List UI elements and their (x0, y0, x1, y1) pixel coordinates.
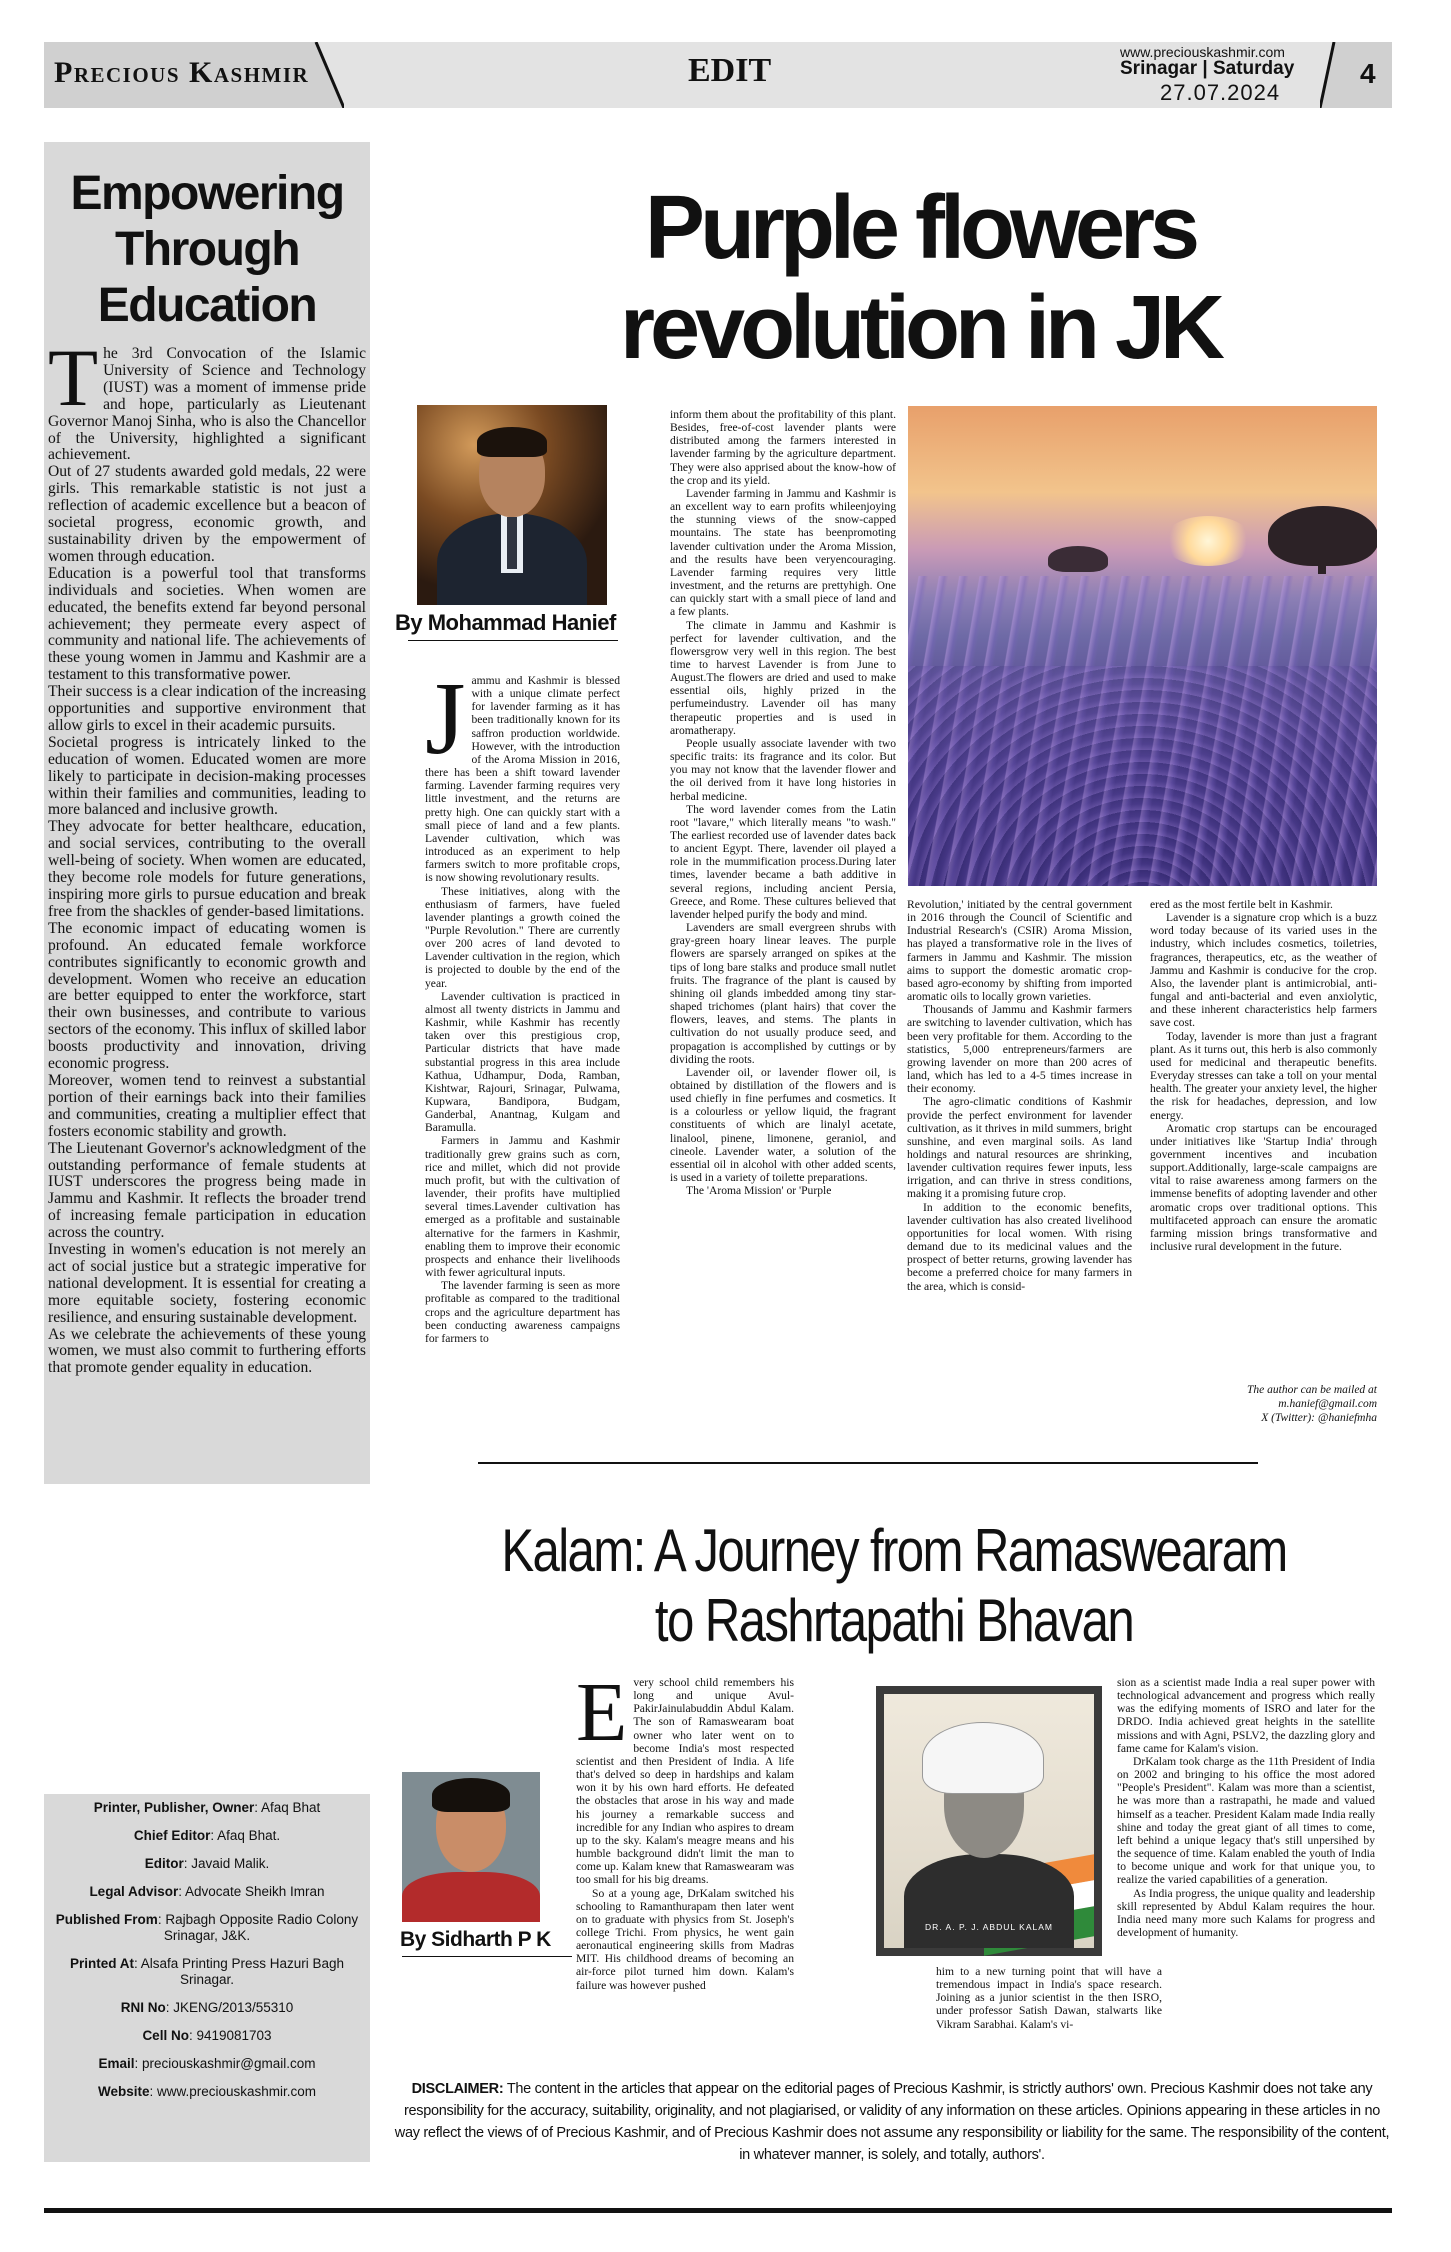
paragraph: Lavender farming in Jammu and Kashmir is an excellent way to earn profits whileenjoying the stunning views of the snow-capped mountains. The state has beenpromoting lavender cultivation under the Aroma Mission, and the results have been veryencouraging. Lavender farming requires very little investment, and the returns are prettyhigh. One can quickly start with a small piece of land and a few plants. (670, 486, 896, 619)
paragraph: Their success is a clear indication of the increasing opportunities and supportive environment that allow girls to excel in their academic pursuits. (48, 683, 366, 734)
section-divider (478, 1462, 1258, 1464)
masthead-date: 27.07.2024 (1160, 80, 1281, 105)
paragraph: Lavender is a signature crop which is a buzz word today because of its varied uses in the industry, which includes cosmetics, toiletries, fragrances, therapeutics, etc, as the weather of Jammu and Kashmir is conducive for the crop. Also, the lavender plant is antimicrobial, anti-fungal and anti-bacterial and even anxiolytic, and these inherent characteristics help farmers save cost. (1150, 911, 1377, 1030)
imprint-row: RNI No: JKENG/2013/55310 (120, 2000, 294, 2015)
author-twitter: X (Twitter): @haniefmha (1261, 1412, 1377, 1424)
paragraph: ammu and Kashmir is blessed with a unique climate perfect for lavender farming as it has been traditionally known for its saffron production worldwide. However, with the introduction of the Aroma Mission in 2016, there has been a shift toward lavender farming. Lavender farming requires very little investment, and the returns are pretty high. One can quickly start with a small piece of land and a few plants. Lavender cultivation, which was introduced as an experiment to help farmers switch to more profitable crops, is now showing revolutionary results. (425, 674, 620, 885)
paragraph: People usually associate lavender with two specific traits: its fragrance and its color. But you may not know that the lavender flower and the oil derived from it have long histories in herbal medicine. (670, 736, 896, 803)
imprint-row: Chief Editor: Afaq Bhat. (133, 1828, 281, 1843)
imprint-row: Printed At: Alsafa Printing Press Hazuri Bagh Srinagar. (69, 1956, 345, 1987)
kalam-dropcap: E (576, 1676, 628, 1759)
kalam-column-3 (1117, 1676, 1375, 2062)
author-contact (1150, 1383, 1377, 1425)
imprint-row: Legal Advisor: Advocate Sheikh Imran (89, 1884, 325, 1899)
paragraph: The Lieutenant Governor's acknowledgment of the outstanding performance of female students at IUST underscores the progress being made in Jammu and Kashmir. It reflects the broader trend of increasing female participation in education across the country. (48, 1139, 366, 1242)
imprint-row: Cell No: 9419081703 (142, 2028, 272, 2043)
page-number-tab (1320, 42, 1392, 108)
author-photo-2 (402, 1772, 540, 1922)
author-photo (417, 405, 607, 605)
section-label: EDIT (688, 52, 772, 89)
paragraph: Lavender cultivation is practiced in almost all twenty districts in Jammu and Kashmir, while Kashmir has recently taken over this prestigious crop, Particular districts that have made substantial progress in this area include Kathua, Udhampur, Doda, Ramban, Kishtwar, Rajouri, Srinagar, Pulwama, Kupwara, Bandipora, Budgam, Ganderbal, Anantnag, Kulgam and Baramulla. (425, 989, 620, 1135)
imprint-row: Printer, Publisher, Owner: Afaq Bhat (93, 1800, 321, 1815)
paragraph: DrKalam took charge as the 11th President of India on 2002 and bringing to his office the most adored "People's President". Kalam was more than a scientist, he was more than a rastrapathi, he made and valued himself as a teacher. President Kalam made India really shine and today the great giant of all times to come, left behind a unique legacy that's still unpersihed by the sequence of time. Kalam enabled the youth of India to become unique and work for that unique you, to realize the varied capabilities of a generation. (1117, 1754, 1375, 1887)
masthead-brand: Precious Kashmir (54, 56, 310, 89)
masthead-website: www.preciouskashmir.com (1120, 44, 1285, 60)
imprint-row: Website: www.preciouskashmir.com (97, 2084, 317, 2099)
paragraph: In addition to the economic benefits, lavender cultivation has also created livelihood opportunities for local women. With rising demand due to its medicinal values and the prospect of better returns, growing lavender has become a preferred choice for many farmers in the area, which is consid- (907, 1200, 1132, 1293)
byline-rule (402, 1956, 572, 1957)
paragraph: very school child remembers his long and unique Avul-PakirJainulabuddin Abdul Kalam. The son of Ramaswearam boat owner who later went on to become India's most respected scientist and then President of India. A life that's delved so deep in hardships and kalam won it by his own hard efforts. He defeated the obstacles that arose in his way and made his journey a remarkable success and incredible for any Indian who aspires to dream up to the sky. Kalam's meagre means and his humble background didn't limit the man to come up. Kalam knew that Ramaswearam was too small for his big dreams. (576, 1676, 794, 1887)
paragraph: Education is a powerful tool that transforms individuals and societies. When women are educated, the benefits extend far beyond personal achievement; they permeate every aspect of community and national life. The achievements of these young women in Jammu and Kashmir are a testament to this transformative power. (48, 564, 366, 684)
main-dropcap: J (425, 674, 466, 776)
paragraph: Societal progress is intricately linked to the education of women. Educated women are more likely to participate in decision-making processes within their families and communities, leading to more balanced and inclusive growth. (48, 733, 366, 819)
paragraph: Today, lavender is more than just a fragrant plant. As it turns out, this herb is also commonly used for medicinal and therapeutic benefits. Everyday stresses can take a toll on your mental health. The greater your anxiety level, the higher the risk for headaches, depression, and low energy. (1150, 1029, 1377, 1122)
left-dropcap: T (48, 346, 99, 423)
disclaimer (392, 2078, 1392, 2166)
imprint-row: Editor: Javaid Malik. (144, 1856, 270, 1871)
main-byline: By Mohammad Hanief (395, 610, 616, 635)
masthead-dateline: Srinagar | Saturday (1120, 58, 1295, 79)
paragraph: As India progress, the unique quality and leadership skill represented by Abdul Kalam requires the hour. India need many more such Kalams for progress and development of humanity. (1117, 1886, 1375, 1939)
paragraph: Aromatic crop startups can be encouraged under initiatives like 'Startup India' through government incentives and incubation support.Additionally, large-scale campaigns are vital to raise awareness among farmers on the immense benefits of adopting lavender and other aromatic crops over traditional options. This multifaceted approach can ensure the aromatic farming mission brings transformative and inclusive rural development in the future. (1150, 1121, 1377, 1254)
lavender-field-image (908, 406, 1377, 886)
kalam-portrait (876, 1686, 1102, 1956)
article-column-4 (1150, 898, 1377, 1358)
paragraph: ered as the most fertile belt in Kashmir. (1150, 898, 1333, 911)
paragraph: As we celebrate the achievements of these young women, we must also commit to furthering efforts that promote gender equality in education. (48, 1325, 366, 1377)
paragraph: These initiatives, along with the enthusiasm of farmers, have fueled lavender plantings a growth coined the "Purple Revolution." There are currently over 200 acres of land devoted to Lavender cultivation in the region, which is projected to double by the end of the year. (425, 884, 620, 990)
paragraph: The climate in Jammu and Kashmir is perfect for lavender cultivation, and the flowersgrow very well in this region. The best time to harvest Lavender is from June to August.The flowers are dried and used to make essential oils, highly prized in the perfumeindustry. Lavender oil has many therapeutic properties and is used in aromatherapy. (670, 618, 896, 737)
paragraph: he 3rd Convocation of the Islamic University of Science and Technology (IUST) was a moment of immense pride and hope, particularly as Lieutenant Governor Manoj Sinha, who is also the Chancellor of the University, highlighted a significant achievement. (48, 346, 366, 464)
paragraph: Lavenders are small evergreen shrubs with gray-green hoary linear leaves. The purple flowers are sparsely arranged on spikes at the tips of long bare stalks and produce small nutlet fruits. The fragrance of the plant is caused by shining oil glands imbedded among tiny star-shaped trichomes (plant hairs) that cover the flowers, leaves, and stems. The plants in cultivation do not usually produce seed, and propagation is accomplished by cuttings or by dividing the roots. (670, 921, 896, 1066)
kalam-column-1 (576, 1676, 794, 2062)
author-email: m.hanief@gmail.com (1278, 1398, 1377, 1410)
paragraph: The word lavender comes from the Latin root "lavare," which literally means "to wash." The earliest recorded use of lavender dates back to ancient Egypt. There, lavender oil played a role in the mummification process.During later times, lavender became a bath additive in several regions, including ancient Persia, Greece, and Rome. These cultures believed that lavender helped purify the body and mind. (670, 802, 896, 921)
paragraph: Thousands of Jammu and Kashmir farmers are switching to lavender cultivation, which has been very profitable for them. According to the statistics, 5,000 entrepreneurs/farmers are growing lavender on more than 200 acres of land, which has led to a 4-5 times increase in their economy. (907, 1003, 1132, 1096)
paragraph: The agro-climatic conditions of Kashmir provide the perfect environment for lavender cultivation, as it thrives in mild summers, bright sunshine, and even marginal soils. As land holdings and natural resources are shrinking, lavender cultivation requires fewer inputs, less irrigation, and can thrive in stress conditions, making it a promising future crop. (907, 1095, 1132, 1201)
paragraph: Farmers in Jammu and Kashmir traditionally grew grains such as corn, rice and millet, which did not provide much profit, but with the cultivation of lavender, their profits have multiplied several times.Lavender cultivation has emerged as a profitable and sustainable alternative for the farmers in Kashmir, enabling them to improve their economic prospects and enhance their livelihoods with fewer agricultural inputs. (425, 1134, 620, 1280)
paragraph: inform them about the profitability of this plant. Besides, free-of-cost lavender plants were distributed among the farmers interested in lavender farming by the agriculture department. They were also apprised about the know-how of the crop and its yield. (670, 408, 896, 487)
paragraph: him to a new turning point that will have a tremendous impact in India's space research. Joining as a junior scientist in the then ISRO, under professor Satish Dawan, stalwarts like Vikram Sarabhai. Kalam's vi- (936, 1965, 1162, 2031)
kalam-headline: Kalam: A Journey from Ramaswearam to Rashrtapathi Bhavan (501, 1517, 1287, 1654)
kalam-image-caption: DR. A. P. J. ABDUL KALAM (925, 1922, 1053, 1932)
page-number: 4 (1360, 58, 1376, 89)
paragraph: Investing in women's education is not merely an act of social justice but a strategic imperative for national development. It is essential for creating a more equitable society, fostering economic resilience, and ensuring sustainable development. (48, 1241, 366, 1326)
paragraph: sion as a scientist made India a real super power with technological advancement and progress which really was the edifying moments of ISRO and later for the DRDO. India achieved great heights in the satellite missions and with Agni, PSLV2, the dazzling glory and fame came for Kalam's vision. (1117, 1676, 1375, 1755)
paragraph: Out of 27 students awarded gold medals, 22 were girls. This remarkable statistic is not just a reflection of academic excellence but a beacon of societal progress, economic growth, and sustainability driven by the empowerment of women through education. (48, 463, 366, 565)
kalam-byline: By Sidharth P K (400, 1928, 551, 1951)
paragraph: Lavender oil, or lavender flower oil, is obtained by distillation of the flowers and is used chiefly in fine perfumes and cosmetics. It is a colourless or yellow liquid, the fragrant constituents of which are linalyl acetate, linalool, pinene, limonene, geraniol, and cineole. Lavender water, a solution of the essential oil in alcohol with other added scents, is used in a variety of toilette preparations. (670, 1065, 896, 1185)
paragraph: Revolution,' initiated by the central government in 2016 through the Council of Scientific and Industrial Research's (CSIR) Aroma Mission, has played a transformative role in the lives of farmers in Jammu and Kashmir. The mission aims to support the domestic aromatic crop-based agro-economy by shifting from imported aromatic oils to locally grown varieties. (907, 898, 1132, 1004)
left-article-title: Empowering Through Education (70, 167, 344, 332)
article-column-3 (907, 898, 1132, 1434)
byline-rule (408, 640, 618, 641)
article-column-1 (425, 674, 620, 1434)
imprint-row: Email: preciouskashmir@gmail.com (98, 2056, 316, 2071)
paragraph: The lavender farming is seen as more profitable as compared to the traditional crops and the agriculture department has been conducting awareness campaigns for farmers to (425, 1279, 620, 1345)
paragraph: They advocate for better healthcare, education, and social services, contributing to the overall well-being of society. When women are educated, they become role models for future generations, inspiring more girls to pursue education and break free from the shackles of gender-based limitations. (48, 818, 366, 920)
paragraph: Moreover, women tend to reinvest a substantial portion of their earnings back into their families and communities, creating a multiplier effect that fosters economic stability and growth. (48, 1071, 366, 1140)
main-headline: Purple flowers revolution in JK (619, 178, 1221, 378)
imprint (48, 1800, 366, 2112)
imprint-row: Published From: Rajbagh Opposite Radio Colony Srinagar, J&K. (55, 1912, 359, 1943)
author-note-line: The author can be mailed at (1247, 1384, 1377, 1396)
disclaimer-text: The content in the articles that appear on the editorial pages of Precious Kashmir, is strictly authors' own. Precious Kashmir does not take any responsibility for the accuracy, suitability, originality, and not plagiarised, or validity of any information on these articles. Opinions appearing in these articles in no way reflect the views of of Precious Kashmir, and of Precious Kashmir does not assume any responsibility or liability for the same. The responsibility of the content, in whatever manner, is solely, and totally, authors'. (394, 2081, 1390, 2163)
disclaimer-label: DISCLAIMER: (411, 2081, 504, 2097)
paragraph: The 'Aroma Mission' or 'Purple (686, 1184, 832, 1198)
paragraph: So at a young age, DrKalam switched his schooling to Ramanthurapam then later went on to graduate with physics from St. Joseph's college Trichi. From physics, he went gain aeronautical engineering skills from Madras MIT. His childhood dreams of becoming an air-force pilot turned him down. Kalam's failure was however pushed (576, 1886, 794, 1992)
bottom-rule (44, 2208, 1392, 2213)
paragraph: The economic impact of educating women is profound. An educated female workforce contributes significantly to economic growth and development. Women who receive an education are better equipped to enter the workforce, start their own businesses, and contribute to various sectors of the economy. This influx of skilled labor boosts productivity and innovation, driving economic progress. (48, 919, 366, 1073)
left-article-body (48, 346, 366, 1478)
article-column-2 (670, 408, 896, 1434)
